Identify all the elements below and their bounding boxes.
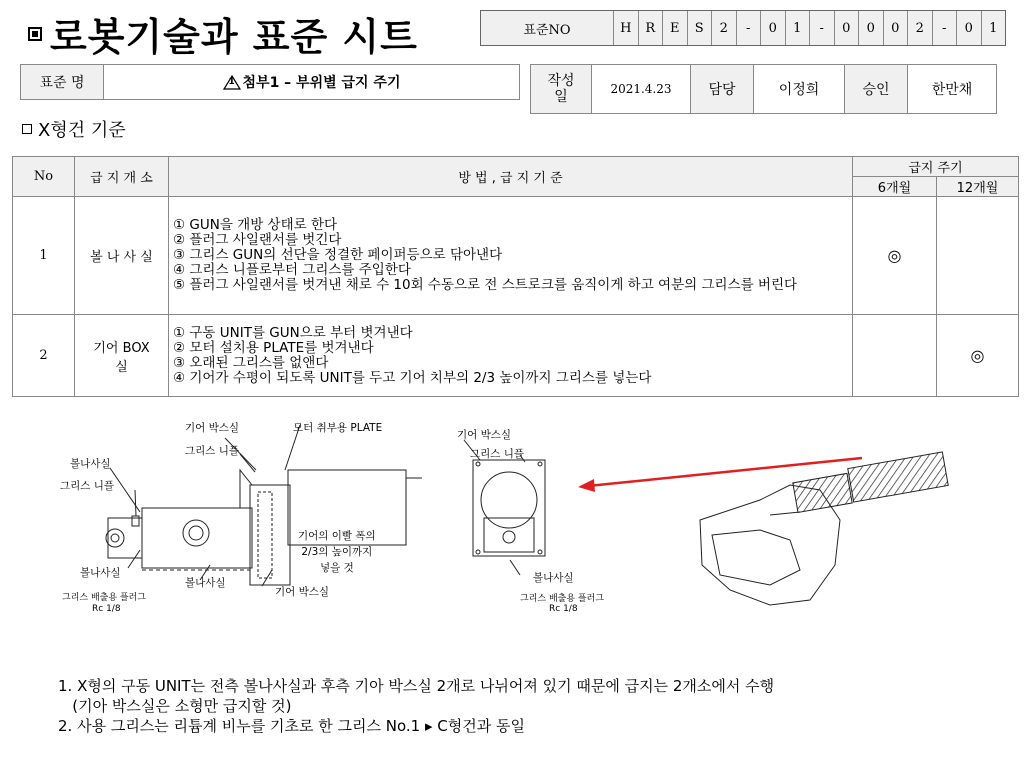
standard-name-text: 첨부1 – 부위별 급지 주기 xyxy=(242,75,401,91)
header-cycle: 급지 주기 xyxy=(853,157,1019,177)
page-title-text: 로봇기술과 표준 시트 xyxy=(50,15,418,59)
note-line: 2. 사용 그리스는 리튬계 비누를 기초로 한 그리스 No.1 ▸ C형건과 동일 xyxy=(58,717,525,735)
label-ball-screw: 볼나사실 xyxy=(70,458,111,470)
revision-mark: 1 xyxy=(228,77,235,87)
standard-number-char: 1 xyxy=(785,11,810,45)
standard-number-char: R xyxy=(638,11,663,45)
step: ④ 그리스 니플로부터 그리스를 주입한다 xyxy=(173,262,411,278)
step: ② 플러그 사일랜서를 벗긴다 xyxy=(173,232,342,248)
header-cycle-6: 6개월 xyxy=(853,177,937,197)
front-view-drawing xyxy=(473,460,545,556)
row-cycle-12: ◎ xyxy=(937,315,1019,397)
step: ② 모터 설치용 PLATE를 벗겨낸다 xyxy=(173,339,374,356)
label-drain-plug: 그리스 배출용 플러그 xyxy=(62,593,146,603)
standard-number-char: 0 xyxy=(760,11,785,45)
label-grease-nipple: 그리스 니플 xyxy=(185,445,240,457)
row-steps xyxy=(169,315,853,397)
section-heading-text: X형건 기준 xyxy=(38,120,126,141)
row-cycle-6 xyxy=(853,315,937,397)
row-location: 볼 나 사 실 xyxy=(75,197,169,315)
row-location: 기어 BOX 실 xyxy=(75,315,169,397)
standard-number-char: 0 xyxy=(834,11,859,45)
section-heading xyxy=(22,116,126,142)
written-date-value: 2021.4.23 xyxy=(591,64,691,114)
standard-name-value xyxy=(103,64,520,100)
note-line: 1. X형의 구동 UNIT는 전측 볼나사실과 후측 기아 박스실 2개로 나뉘어져 있기 때문에 급지는 2개소에서 수행 xyxy=(58,677,775,695)
step: ③ 오래된 그리스를 없앤다 xyxy=(173,354,329,371)
step: ① 구동 UNIT를 GUN으로 부터 볏겨낸다 xyxy=(173,324,413,341)
label-grease-nipple: 그리스 니플 xyxy=(60,480,115,492)
standard-number-char: 2 xyxy=(907,11,932,45)
standard-number-char: H xyxy=(613,11,638,45)
lubrication-table xyxy=(12,156,1019,397)
approval-label: 승인 xyxy=(844,64,908,114)
label-rc: Rc 1/8 xyxy=(549,604,578,614)
standard-number-char: - xyxy=(932,11,957,45)
standard-number-char: E xyxy=(662,11,687,45)
page-title xyxy=(28,6,418,61)
label-ball-screw: 볼나사실 xyxy=(533,572,574,584)
row-cycle-6: ◎ xyxy=(853,197,937,315)
header-no: No xyxy=(13,157,75,197)
label-motor-plate: 모터 취부용 PLATE xyxy=(293,422,383,434)
label-grease-nipple: 그리스 니플 xyxy=(470,448,525,460)
gun-unit-diagram xyxy=(0,400,1024,670)
standard-number-char: S xyxy=(687,11,712,45)
standard-number-char: 0 xyxy=(956,11,981,45)
gun-view-drawing xyxy=(700,452,948,605)
label-gear-box: 기어 박스실 xyxy=(457,429,512,441)
header-location: 급 지 개 소 xyxy=(75,157,169,197)
standard-number-char: 0 xyxy=(858,11,883,45)
standard-number-char: 2 xyxy=(711,11,736,45)
revision-triangle-icon xyxy=(223,75,241,89)
notes xyxy=(58,676,774,736)
row-cycle-12 xyxy=(937,197,1019,315)
row-steps xyxy=(169,197,853,315)
standard-number-char: - xyxy=(736,11,761,45)
header-cycle-12: 12개월 xyxy=(937,177,1019,197)
row-no: 1 xyxy=(13,197,75,315)
label-gear-box: 기어 박스실 xyxy=(185,422,240,434)
step: ③ 그리스 GUN의 선단을 정결한 페이퍼등으로 닦아낸다 xyxy=(173,247,503,263)
note-line: (기아 박스실은 소형만 급지할 것) xyxy=(58,697,292,715)
square-bullet-icon xyxy=(22,124,32,134)
label-ball-screw: 볼나사실 xyxy=(80,567,121,579)
label-gear-note: 기어의 이빨 폭의 2/3의 높이까지 넣을 것 xyxy=(298,530,376,574)
step: ⑤ 플러그 사일랜서를 벗겨낸 채로 수 10회 수동으로 전 스트로크를 움직이게 하고 여분의 그리스를 버린다 xyxy=(173,277,798,293)
standard-number-char: 0 xyxy=(883,11,908,45)
standard-name-label: 표준 명 xyxy=(20,64,104,100)
written-date-label: 작성 일 xyxy=(530,64,592,114)
standard-number-char: 1 xyxy=(981,11,1006,45)
table-row xyxy=(13,197,1019,315)
in-charge-name: 이정희 xyxy=(753,64,845,114)
label-ball-screw: 볼나사실 xyxy=(185,577,226,589)
approver-name: 한만채 xyxy=(907,64,997,114)
standard-number xyxy=(480,10,1006,46)
label-drain-plug: 그리스 배출용 플러그 xyxy=(520,594,604,604)
table-row xyxy=(13,315,1019,397)
header-method: 방 법 , 급 지 기 준 xyxy=(169,157,853,197)
in-charge-label: 담당 xyxy=(690,64,754,114)
step: ④ 기어가 수평이 되도록 UNIT를 두고 기어 치부의 2/3 높이까지 그리스를 넣는다 xyxy=(173,369,652,386)
standard-number-label: 표준NO xyxy=(523,22,571,38)
square-bullet-icon xyxy=(28,27,42,41)
step: ① GUN을 개방 상태로 한다 xyxy=(173,217,338,233)
label-rc: Rc 1/8 xyxy=(92,604,121,614)
standard-number-char: - xyxy=(809,11,834,45)
label-gear-box: 기어 박스실 xyxy=(275,586,330,598)
row-no: 2 xyxy=(13,315,75,397)
